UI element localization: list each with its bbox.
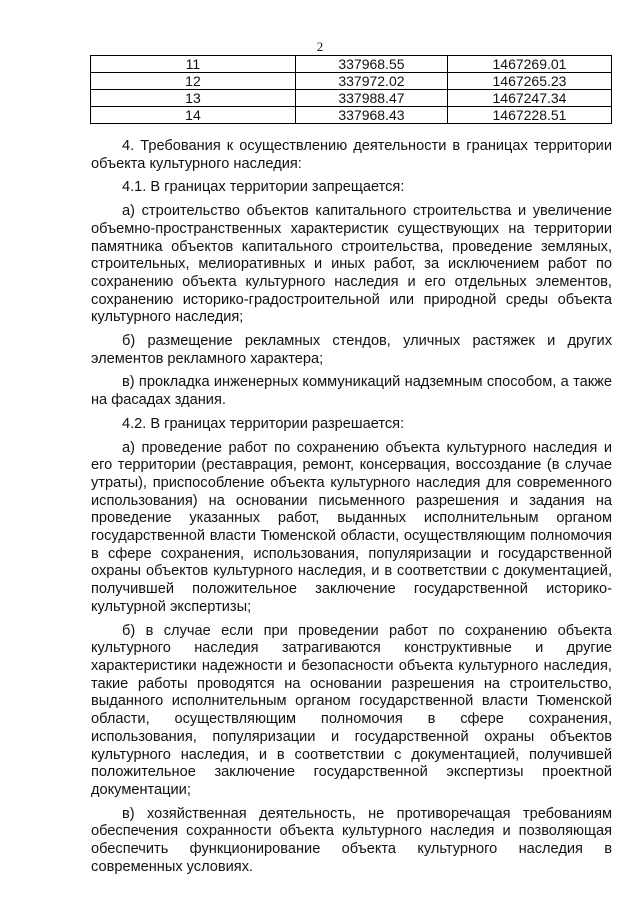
- table-row: [91, 90, 612, 107]
- x-coordinate-cell: 337968.43: [295, 107, 447, 124]
- coordinates-table: [90, 55, 612, 124]
- paragraph-4-1-b: б) размещение рекламных стендов, уличных растяжек и других элементов рекламного характера;: [91, 333, 612, 367]
- subsection-4-1-heading: 4.1. В границах территории запрещается:: [122, 179, 405, 196]
- subsection-4-2-heading: 4.2. В границах территории разрешается:: [122, 415, 405, 432]
- paragraph-4-2-v: в) хозяйственная деятельность, не противоречащая требованиям обеспечения сохранности объекта культурного наследия и позволяющая обеспечить функционирование объекта культурного наследия в современных условиях.: [91, 805, 612, 875]
- point-number-cell: 12: [91, 73, 296, 90]
- point-number-cell: 13: [91, 90, 296, 107]
- point-number-cell: 14: [91, 107, 296, 124]
- x-coordinate-cell: 337972.02: [295, 73, 447, 90]
- y-coordinate-cell: 1467247.34: [447, 90, 611, 107]
- table-row: [91, 56, 612, 73]
- y-coordinate-cell: 1467228.51: [447, 107, 611, 124]
- y-coordinate-cell: 1467265.23: [447, 73, 611, 90]
- x-coordinate-cell: 337968.55: [295, 56, 447, 73]
- page-number: 2: [316, 39, 324, 54]
- y-coordinate-cell: 1467269.01: [447, 56, 611, 73]
- document-body: [91, 138, 612, 882]
- x-coordinate-cell: 337988.47: [295, 90, 447, 107]
- paragraph-4-2-a: а) проведение работ по сохранению объекта культурного наследия и его территории (реставрация, ремонт, консервация, воссоздание (в случае утраты), приспособление объекта культурного наследия для современного использования) на основании письменного разрешения и задания на проведение указанных работ, выданных исполнительным органом государственной власти Тюменской области, осуществляющим полномочия в сфере сохранения, использования, популяризации и государственной охраны объектов культурного наследия, и в соответствии с документацией, получившей положительное заключение государственной историко-культурной экспертизы;: [91, 439, 612, 615]
- paragraph-4-1-a: а) строительство объектов капитального строительства и увеличение объемно-пространственных характеристик существующих на территории памятника объектов капитального строительства, проведение земляных, строительных, мелиоративных и иных работ, за исключением работ по сохранению объекта культурного наследия и его отдельных элементов, сохранению историко-градостроительной или природной среды объекта культурного наследия;: [91, 203, 612, 326]
- point-number-cell: 11: [91, 56, 296, 73]
- paragraph-4-2-b: б) в случае если при проведении работ по сохранению объекта культурного наследия затрагиваются конструктивные и другие характеристики надежности и безопасности объекта культурного наследия, такие работы проводятся на основании разрешения на строительство, выданного исполнительным органом государственной власти Тюменской области, осуществляющим полномочия в сфере сохранения, использования, популяризации и государственной охраны объектов культурного наследия, и в соответствии с документацией, получившей положительное заключение государственной экспертизы проектной документации;: [91, 622, 612, 798]
- table-row: [91, 73, 612, 90]
- paragraph-4-1-v: в) прокладка инженерных коммуникаций надземным способом, а также на фасадах здания.: [91, 374, 612, 409]
- table-row: [91, 107, 612, 124]
- section-4-heading: 4. Требования к осуществлению деятельности в границах территории объекта культурного наследия:: [91, 138, 612, 172]
